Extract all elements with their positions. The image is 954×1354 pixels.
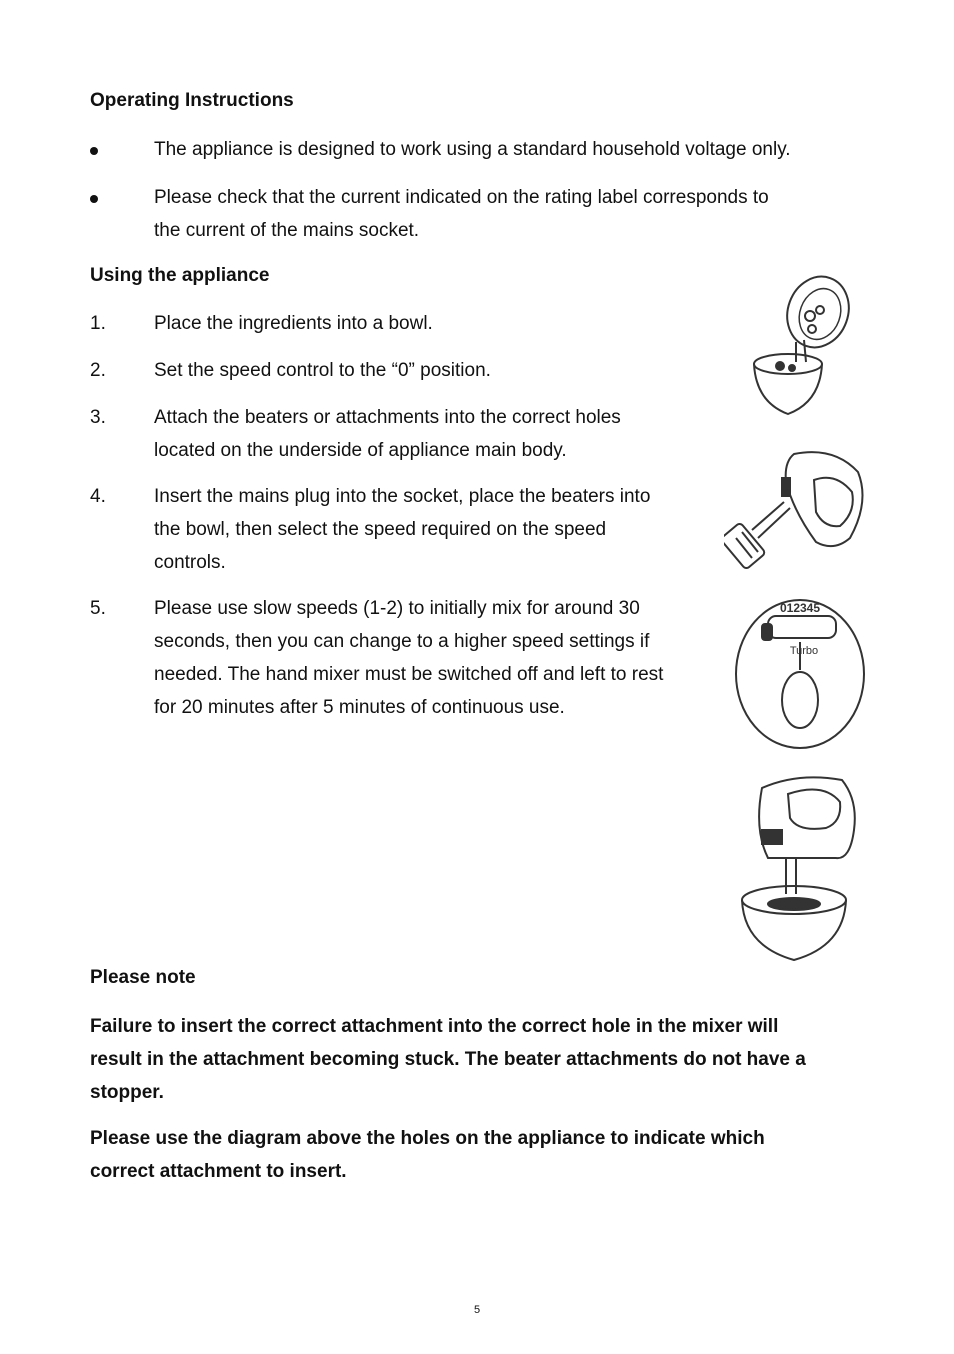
heading-using-appliance: Using the appliance [90,265,270,286]
note-line: result in the attachment becoming stuck. The beater attachments do not have a [90,1049,806,1070]
bullet-marker [90,133,98,166]
note-warning-paragraph [90,1010,806,1109]
step-text [154,480,650,579]
bullet-text: The appliance is designed to work using a standard household voltage only. [154,139,791,160]
step-number: 1. [90,313,106,334]
step-text [154,592,663,724]
bullet-text-line: the current of the mains socket. [154,220,420,241]
bullet-text-line: Please check that the current indicated on the rating label corresponds to [154,187,769,208]
step-text-line: seconds, then you can change to a higher speed settings if [154,631,650,652]
note-diagram-paragraph [90,1122,765,1188]
note-line: Please use the diagram above the holes on the appliance to indicate which [90,1128,765,1149]
page-number: 5 [473,1304,481,1316]
note-line: stopper. [90,1082,164,1103]
step-number: 5. [90,598,106,619]
heading-please-note: Please note [90,967,196,988]
mixer-bowl-figure [738,770,860,966]
step-number: 3. [90,407,106,428]
note-line: correct attachment to insert. [90,1161,347,1182]
mixer-underside-figure [748,272,860,422]
step-text-line: located on the underside of appliance main body. [154,440,567,461]
step-text-line: needed. The hand mixer must be switched off and left to rest [154,664,664,685]
speed-control-figure [732,594,868,752]
step-text-line: controls. [154,552,226,573]
step-text [154,401,621,467]
note-line: Failure to insert the correct attachment into the correct hole in the mixer will [90,1016,779,1037]
step-number: 4. [90,486,106,507]
step-text: Place the ingredients into a bowl. [154,313,433,334]
bullet-marker [90,181,98,214]
speed-scale-label: 012345 [779,601,821,615]
step-text-line: the bowl, then select the speed required on the speed [154,519,607,540]
heading-operating-instructions: Operating Instructions [90,90,294,111]
step-text: Set the speed control to the “0” position. [154,360,491,381]
turbo-label: Turbo [789,645,819,657]
step-text-line: Please use slow speeds (1-2) to initially mix for around 30 [154,598,640,619]
bullet-text [154,181,769,247]
mixer-side-figure [724,442,870,572]
step-text-line: for 20 minutes after 5 minutes of continuous use. [154,697,565,718]
step-text-line: Attach the beaters or attachments into the correct holes [154,407,621,428]
step-text-line: Insert the mains plug into the socket, place the beaters into [154,486,651,507]
step-number: 2. [90,360,106,381]
